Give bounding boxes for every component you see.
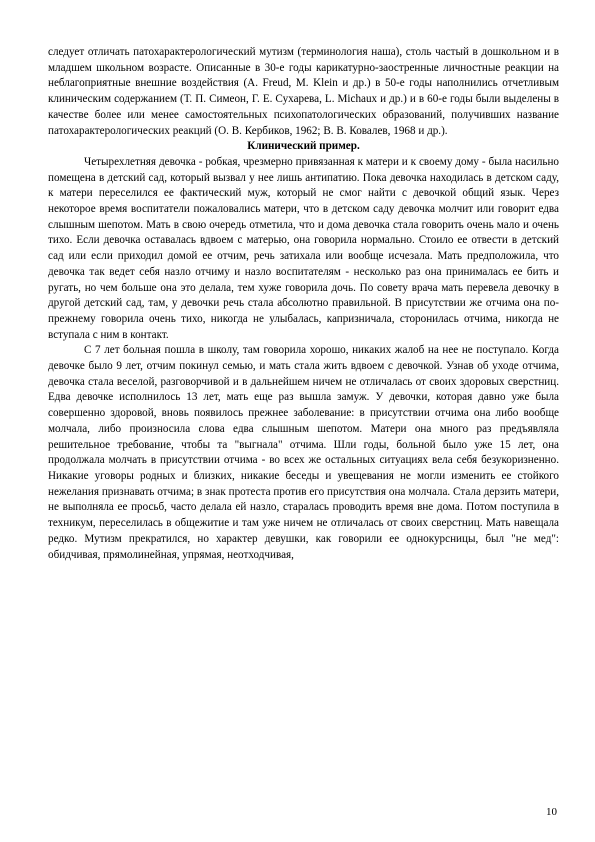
paragraph-case-1: Четырехлетняя девочка - робкая, чрезмерно привязанная к матери и к своему дому - была насильно помещена в детский сад, который вызвал у нее лишь антипатию. Пока девочка находилась в детском саду, к матери переселился ее фактический муж, который не смог найти с девочкой общий язык. Через некоторое время воспитатели пожаловались матери, что в детском саду девочка молчит или говорит едва слышным шепотом. Мать в свою очередь отметила, что и дома девочка стала говорить очень мало и очень тихо. Если девочка оставалась вдвоем с матерью, она говорила нормально. Стоило ее отвести в детский сад или если приходил домой ее отчим, речь затихала или вообще исчезала. Мать предположила, что девочка так ведет себя назло отчиму и назло воспитателям - несколько раз она принималась ее бить и ругать, но чем больше она это делала, тем хуже говорила дочь. По совету врача мать перевела девочку в другой детский сад, там, у девочки речь стала абсолютно правильной. В присутствии же отчима она по-прежнему говорила очень тихо, никогда не улыбалась, капризничала, сторонилась отчима, никогда не вступала с ним в контакт. [48,155,559,341]
paragraph-intro: следует отличать патохарактерологический мутизм (терминология наша), столь частый в дошкольном и в младшем школьном возрасте. Описанные в 30-е годы карикатурно-заостренные личностные реакции на неблагоприятные внешние воздействия (A. Freud, M. Klein и др.) в 50-е годы наполнились отчетливым клиническим содержанием (Т. П. Симеон, Г. Е. Сухарева, L. Michaux и др.) и в 60-е годы были выделены в качестве более или менее самостоятельных психопатологических образований, получивших название патохарактерологических реакций (О. В. Кербиков, 1962; В. В. Ковалев, 1968 и др.). [48,46,559,137]
section-heading: Клинический пример. [247,140,360,153]
document-page [48,45,559,563]
paragraph-case-2: С 7 лет больная пошла в школу, там говорила хорошо, никаких жалоб на нее не поступало. Когда девочке было 9 лет, отчим покинул семью, и мать стала жить вдвоем с девочкой. Узнав об уходе отчима, девочка стала веселой, разговорчивой и в дальнейшем ничем не отличалась от своих здоровых сверстниц. Едва девочке исполнилось 13 лет, мать еще раз вышла замуж. У девочки, которая давно уже была совершенно здоровой, вновь появилось прежнее заболевание: в присутствии отчима она либо вообще молчала, либо произносила слова едва слышным шепотом. Матери она много раз предъявляла решительное требование, чтобы та "выгнала" отчима. Шли годы, больной было уже 15 лет, она продолжала молчать в присутствии отчима - во всех же остальных ситуациях вела себя безукоризненно. Никакие уговоры родных и близких, никакие беседы и увещевания не могли изменить ее стойкого нежелания признавать отчима; в знак протеста против его присутствия она молчала. Стала дерзить матери, не выполняла ее просьб, часто делала ей назло, старалась проводить время вне дома. Потом поступила в техникум, переселилась в общежитие и там уже ничем не отличалась от своих сверстниц. Мать навещала редко. Мутизм прекратился, но характер девушки, как говорили ее однокурсницы, был "не мед": обидчивая, прямолинейная, упрямая, неотходчивая, [48,344,559,561]
page-number: 10 [546,806,557,818]
